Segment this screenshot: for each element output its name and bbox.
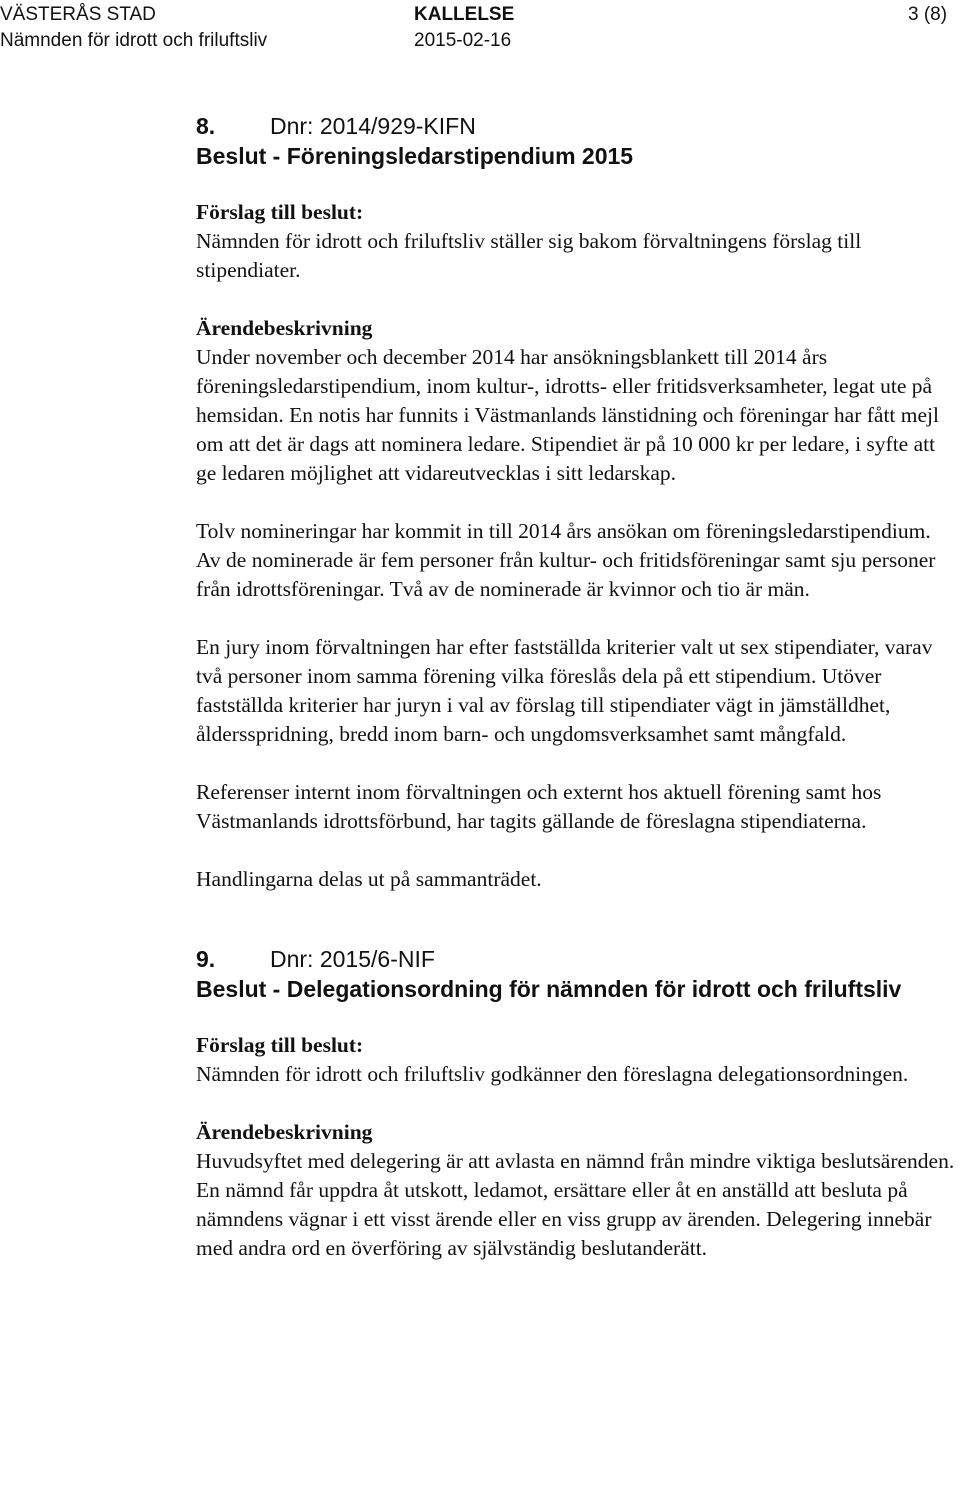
item-heading xyxy=(196,111,958,141)
item-number: 8. xyxy=(196,113,216,139)
page-header xyxy=(0,2,960,62)
description-paragraph: Tolv nomineringar har kommit in till 2014 års ansökan om föreningsledarstipendium. Av de nominerade är fem personer från kultur- och fritidsföreningar samt sju personer från idrottsföreningar. Två av de nominerade är kvinnor och tio är män. xyxy=(196,519,936,601)
page-number: 3 (8) xyxy=(908,4,948,25)
item-dnr: Dnr: 2015/6-NIF xyxy=(270,946,435,972)
item-title: Beslut - Föreningsledarstipendium 2015 xyxy=(196,143,634,169)
description-paragraph: Under november och december 2014 har ansökningsblankett till 2014 års föreningsledarstipendium, inom kultur-, idrotts- eller fritidsverksamheter, legat ute på hemsidan. En notis har funnits i Västmanlands länstidning och föreningar har fått mejl om att det är dags att nominera ledare. Stipendiet är på 10 000 kr per ledare, i syfte att ge ledaren möjlighet att vidareutvecklas i sitt ledarskap. xyxy=(196,345,939,485)
document-date: 2015-02-16 xyxy=(414,30,512,51)
description-heading: Ärendebeskrivning xyxy=(196,1120,373,1144)
item-dnr: Dnr: 2014/929-KIFN xyxy=(270,113,476,139)
description-paragraph: En jury inom förvaltningen har efter fastställda kriterier valt ut sex stipendiater, varav två personer inom samma förening vilka föreslås dela på ett stipendium. Utöver fastställda kriterier har juryn i val av förslag till stipendiater vägt in jämställdhet, åldersspridning, bredd inom barn- och ungdomsverksamhet samt mångfald. xyxy=(196,635,933,746)
proposal-text: Nämnden för idrott och friluftsliv godkänner den föreslagna delegationsordningen. xyxy=(196,1062,909,1086)
committee-name: Nämnden för idrott och friluftsliv xyxy=(0,30,268,51)
agenda-item-9 xyxy=(196,944,958,1263)
proposal-heading: Förslag till beslut: xyxy=(196,1033,364,1057)
proposal-text: Nämnden för idrott och friluftsliv ställer sig bakom förvaltningens förslag till stipendiater. xyxy=(196,229,862,282)
description-paragraph: Referenser internt inom förvaltningen och externt hos aktuell förening samt hos Västmanlands idrottsförbund, har tagits gällande de föreslagna stipendiaterna. xyxy=(196,780,882,833)
description-paragraph: Huvudsyftet med delegering är att avlasta en nämnd från mindre viktiga beslutsärenden. En nämnd får uppdra åt utskott, ledamot, ersättare eller åt en anställd att besluta på nämndens vägnar i ett visst ärende eller en viss grupp av ärenden. Delegering innebär med andra ord en överföring av självständig beslutanderätt. xyxy=(196,1149,955,1260)
organization-name: VÄSTERÅS STAD xyxy=(0,4,156,25)
description-paragraph: Handlingarna delas ut på sammanträdet. xyxy=(196,867,542,891)
description-heading: Ärendebeskrivning xyxy=(196,316,373,340)
item-number: 9. xyxy=(196,946,216,972)
document-type: KALLELSE xyxy=(414,4,515,25)
proposal-heading: Förslag till beslut: xyxy=(196,200,364,224)
agenda-item-8 xyxy=(196,111,958,894)
agenda-content xyxy=(196,111,958,1263)
item-heading xyxy=(196,944,958,974)
item-title: Beslut - Delegationsordning för nämnden för idrott och friluftsliv xyxy=(196,976,902,1002)
